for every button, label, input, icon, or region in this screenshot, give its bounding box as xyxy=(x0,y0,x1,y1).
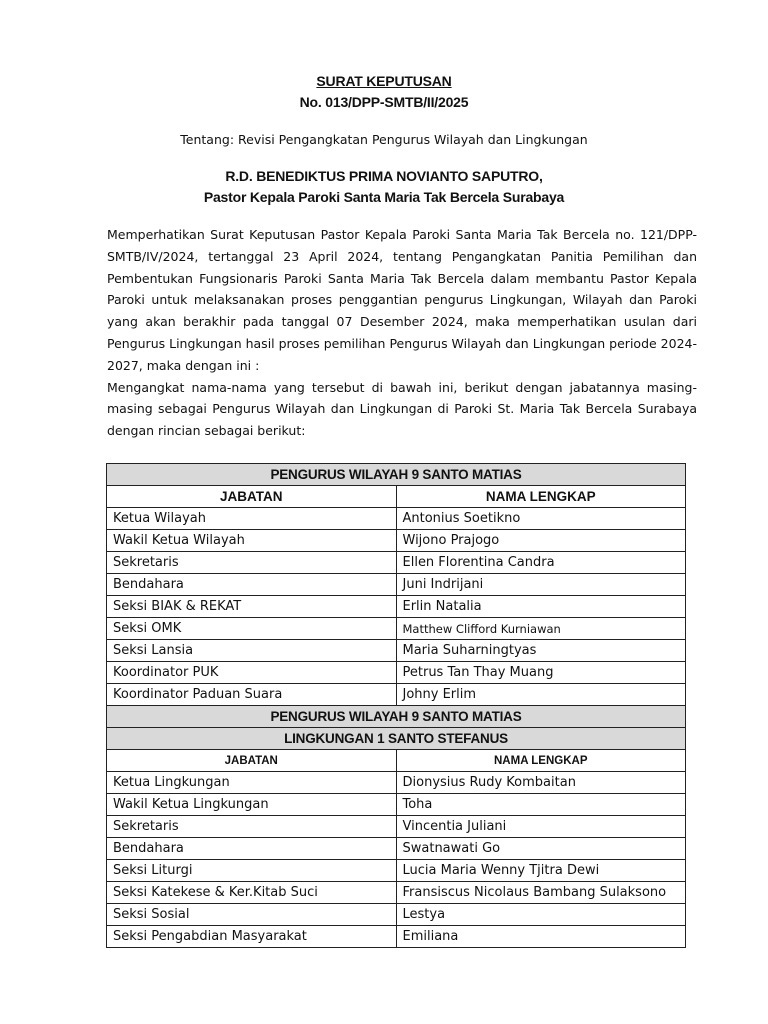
jabatan-cell: Sekretaris xyxy=(107,552,397,574)
nama-cell: Dionysius Rudy Kombaitan xyxy=(396,772,686,794)
table-row xyxy=(107,838,686,860)
table-row xyxy=(107,882,686,904)
section-title: PENGURUS WILAYAH 9 SANTO MATIAS xyxy=(107,706,686,728)
paragraph-appointing: Mengangkat nama-nama yang tersebut di bawah ini, berikut dengan jabatannya masing-masing sebagai Pengurus Wilayah dan Lingkungan di Paroki St. Maria Tak Bercela Surabaya dengan rincian sebagai berikut: xyxy=(107,379,697,439)
nama-cell: Emiliana xyxy=(396,926,686,948)
jabatan-cell: Bendahara xyxy=(107,574,397,596)
nama-cell: Vincentia Juliani xyxy=(396,816,686,838)
nama-cell: Antonius Soetikno xyxy=(396,508,686,530)
jabatan-cell: Seksi Pengabdian Masyarakat xyxy=(107,926,397,948)
nama-cell: Johny Erlim xyxy=(396,684,686,706)
column-header-row xyxy=(107,486,686,508)
section-title: PENGURUS WILAYAH 9 SANTO MATIAS xyxy=(107,464,686,486)
nama-cell: Swatnawati Go xyxy=(396,838,686,860)
jabatan-cell: Wakil Ketua Lingkungan xyxy=(107,794,397,816)
column-header-jabatan: JABATAN xyxy=(107,750,397,772)
jabatan-cell: Seksi BIAK & REKAT xyxy=(107,596,397,618)
jabatan-cell: Seksi Lansia xyxy=(107,640,397,662)
jabatan-cell: Seksi Katekese & Ker.Kitab Suci xyxy=(107,882,397,904)
table-row xyxy=(107,860,686,882)
author-title: Pastor Kepala Paroki Santa Maria Tak Bercela Surabaya xyxy=(203,189,565,205)
nama-cell: Maria Suharningtyas xyxy=(396,640,686,662)
nama-cell: Lestya xyxy=(396,904,686,926)
document-subject: Tentang: Revisi Pengangkatan Pengurus Wilayah dan Lingkungan xyxy=(180,132,588,147)
column-header-nama: NAMA LENGKAP xyxy=(396,486,686,508)
nama-cell: Petrus Tan Thay Muang xyxy=(396,662,686,684)
jabatan-cell: Seksi OMK xyxy=(107,618,397,640)
section-subtitle: LINGKUNGAN 1 SANTO STEFANUS xyxy=(107,728,686,750)
table-row xyxy=(107,508,686,530)
section-header-lingkungan xyxy=(107,706,686,728)
table-row xyxy=(107,574,686,596)
nama-cell: Ellen Florentina Candra xyxy=(396,552,686,574)
nama-cell: Erlin Natalia xyxy=(396,596,686,618)
table-row xyxy=(107,684,686,706)
jabatan-cell: Wakil Ketua Wilayah xyxy=(107,530,397,552)
nama-cell: Fransiscus Nicolaus Bambang Sulaksono xyxy=(396,882,686,904)
table-row xyxy=(107,794,686,816)
document-title: SURAT KEPUTUSAN xyxy=(316,73,452,89)
nama-cell: Matthew Clifford Kurniawan xyxy=(396,618,686,640)
author-name: R.D. BENEDIKTUS PRIMA NOVIANTO SAPUTRO, xyxy=(225,168,543,184)
jabatan-cell: Koordinator PUK xyxy=(107,662,397,684)
table-row xyxy=(107,530,686,552)
table-row xyxy=(107,904,686,926)
nama-cell: Juni Indrijani xyxy=(396,574,686,596)
nama-cell: Toha xyxy=(396,794,686,816)
table-row xyxy=(107,662,686,684)
nama-cell: Lucia Maria Wenny Tjitra Dewi xyxy=(396,860,686,882)
section-subheader-lingkungan xyxy=(107,728,686,750)
table-row xyxy=(107,618,686,640)
jabatan-cell: Bendahara xyxy=(107,838,397,860)
table-row xyxy=(107,552,686,574)
jabatan-cell: Seksi Liturgi xyxy=(107,860,397,882)
document-number: No. 013/DPP-SMTB/II/2025 xyxy=(299,94,469,110)
table-row xyxy=(107,772,686,794)
column-header-row xyxy=(107,750,686,772)
section-header-wilayah xyxy=(107,464,686,486)
table-row xyxy=(107,926,686,948)
jabatan-cell: Koordinator Paduan Suara xyxy=(107,684,397,706)
paragraph-considering: Memperhatikan Surat Keputusan Pastor Kepala Paroki Santa Maria Tak Bercela no. 121/DPP-SMTB/IV/2024, tertanggal 23 April 2024, tentang Pengangkatan Panitia Pemilihan dan Pembentukan Fungsionaris Paroki Santa Maria Tak Bercela dalam membantu Pastor Kepala Paroki untuk melaksanakan proses penggantian pengurus Lingkungan, Wilayah dan Paroki yang akan berakhir pada tanggal 07 Desember 2024, maka memperhatikan usulan dari Pengurus Lingkungan hasil proses pemilihan Pengurus Wilayah dan Lingkungan periode 2024-2027, maka dengan ini : xyxy=(107,227,697,373)
table-row xyxy=(107,640,686,662)
jabatan-cell: Sekretaris xyxy=(107,816,397,838)
table-row xyxy=(107,596,686,618)
nama-cell: Wijono Prajogo xyxy=(396,530,686,552)
jabatan-cell: Ketua Wilayah xyxy=(107,508,397,530)
document-body xyxy=(107,224,697,442)
jabatan-cell: Ketua Lingkungan xyxy=(107,772,397,794)
table-row xyxy=(107,816,686,838)
appointment-table xyxy=(106,463,686,948)
column-header-jabatan: JABATAN xyxy=(107,486,397,508)
column-header-nama: NAMA LENGKAP xyxy=(396,750,686,772)
jabatan-cell: Seksi Sosial xyxy=(107,904,397,926)
